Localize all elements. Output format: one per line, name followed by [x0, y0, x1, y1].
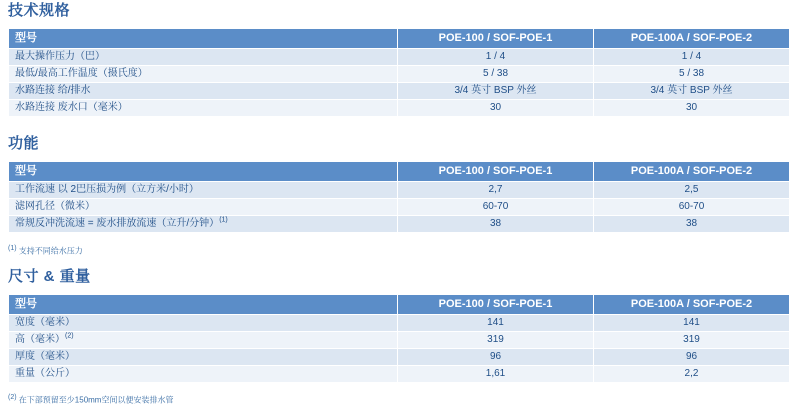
- footnote-marker: (2): [8, 394, 17, 401]
- row-value-poe100a: 1 / 4: [594, 49, 790, 66]
- row-value-poe100: 141: [398, 315, 594, 332]
- row-label: 最低/最高工作温度（摄氏度）: [9, 66, 398, 83]
- table-row: [9, 49, 790, 66]
- table-head: [9, 162, 790, 182]
- table-head: [9, 295, 790, 315]
- row-value-poe100: 38: [398, 216, 594, 233]
- table-row: [9, 366, 790, 383]
- row-label: 宽度（毫米）: [9, 315, 398, 332]
- row-value-poe100a: 5 / 38: [594, 66, 790, 83]
- row-value-poe100a: 319: [594, 332, 790, 349]
- row-label: 水路连接 给/排水: [9, 83, 398, 100]
- row-value-poe100: 96: [398, 349, 594, 366]
- footnote-body: 在下部预留至少150mm空间以便安装排水管: [18, 395, 174, 405]
- row-value-poe100a: 60-70: [594, 199, 790, 216]
- technical-specs-table: [8, 28, 790, 117]
- column-header-poe100a: POE-100A / SOF-POE-2: [594, 29, 790, 49]
- row-value-poe100a: 2,5: [594, 182, 790, 199]
- row-label-with-footnote: [9, 216, 398, 233]
- table-row: [9, 66, 790, 83]
- table-body: [9, 182, 790, 233]
- footnote-marker: (2): [65, 332, 74, 340]
- page-title: 技术规格: [8, 2, 71, 19]
- row-label: 滤网孔径（微米）: [9, 199, 398, 216]
- section-heading: 尺寸 & 重量: [8, 268, 91, 285]
- row-label: 水路连接 废水口（毫米）: [9, 100, 398, 117]
- table-row: [9, 83, 790, 100]
- column-header-poe100: POE-100 / SOF-POE-1: [398, 162, 594, 182]
- features-table: [8, 161, 790, 233]
- table-header-row: [9, 162, 790, 182]
- table-row: [9, 199, 790, 216]
- table-body: [9, 315, 790, 383]
- table-wrapper-features: [8, 161, 790, 233]
- table-wrapper-dimensions: [8, 294, 790, 383]
- row-label-with-footnote: [9, 332, 398, 349]
- section-title-dimensions: [8, 268, 91, 286]
- table-row: [9, 182, 790, 199]
- column-header-model: 型号: [9, 295, 398, 315]
- section-title-technical: [8, 2, 70, 20]
- footnote-text: [8, 392, 173, 406]
- table-row: [9, 216, 790, 233]
- row-value-poe100: 1,61: [398, 366, 594, 383]
- row-label: 重量（公斤）: [9, 366, 398, 383]
- table-header-row: [9, 295, 790, 315]
- row-value-poe100: 60-70: [398, 199, 594, 216]
- row-value-poe100: 319: [398, 332, 594, 349]
- table-row: [9, 349, 790, 366]
- row-label: 厚度（毫米）: [9, 349, 398, 366]
- row-value-poe100a: 38: [594, 216, 790, 233]
- footnote-text: [8, 243, 83, 257]
- footnote-marker: (1): [219, 216, 228, 224]
- row-value-poe100a: 141: [594, 315, 790, 332]
- footnote-features: [8, 243, 83, 257]
- table-wrapper-technical: [8, 28, 790, 117]
- table-body: [9, 49, 790, 117]
- column-header-poe100: POE-100 / SOF-POE-1: [398, 29, 594, 49]
- row-value-poe100a: 2,2: [594, 366, 790, 383]
- row-value-poe100: 3/4 英寸 BSP 外丝: [398, 83, 594, 100]
- table-header-row: [9, 29, 790, 49]
- table-row: [9, 100, 790, 117]
- table-row: [9, 332, 790, 349]
- footnote-dimensions: [8, 392, 173, 406]
- row-label: 常规反冲洗流速 = 废水排放流速（立升/分钟）: [15, 218, 220, 229]
- footnote-marker: (1): [8, 245, 17, 252]
- row-value-poe100: 30: [398, 100, 594, 117]
- row-value-poe100a: 3/4 英寸 BSP 外丝: [594, 83, 790, 100]
- column-header-poe100a: POE-100A / SOF-POE-2: [594, 162, 790, 182]
- row-value-poe100a: 96: [594, 349, 790, 366]
- section-heading: 功能: [8, 135, 40, 152]
- table-head: [9, 29, 790, 49]
- footnote-body: 支持不同给水压力: [18, 246, 83, 256]
- row-value-poe100a: 30: [594, 100, 790, 117]
- column-header-poe100a: POE-100A / SOF-POE-2: [594, 295, 790, 315]
- row-label: 工作流速 以 2巴压损为例（立方米/小时）: [9, 182, 398, 199]
- row-value-poe100: 5 / 38: [398, 66, 594, 83]
- row-value-poe100: 1 / 4: [398, 49, 594, 66]
- dimensions-weight-table: [8, 294, 790, 383]
- row-value-poe100: 2,7: [398, 182, 594, 199]
- section-title-features: [8, 135, 39, 153]
- column-header-poe100: POE-100 / SOF-POE-1: [398, 295, 594, 315]
- row-label: 高（毫米）: [15, 334, 65, 345]
- column-header-model: 型号: [9, 29, 398, 49]
- row-label: 最大操作压力（巴）: [9, 49, 398, 66]
- table-row: [9, 315, 790, 332]
- column-header-model: 型号: [9, 162, 398, 182]
